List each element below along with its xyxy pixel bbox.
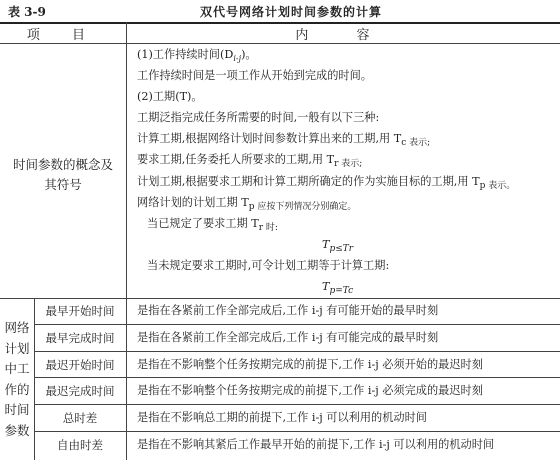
content-line: 工期泛指完成任务所需要的时间,一般有以下三种: (137, 111, 380, 125)
definition-cell: 是指在不影响其紧后工作最早开始的前提下,工作 i-j 可以利用的机动时间 (137, 437, 495, 451)
table-row (34, 378, 560, 405)
table-title: 双代号网络计划时间参数的计算 (200, 5, 383, 19)
content-line: 当已规定了要求工期 $T_{r 时:}$ (147, 216, 278, 233)
concept-label-line-2: 其符号 (44, 177, 82, 192)
content-line: (2)工期(T)。 (137, 90, 203, 104)
header-item: 项 目 (26, 28, 100, 43)
definition-cell: 是指在各紧前工作全部完成后,工作 i-j 有可能开始的最早时刻 (137, 304, 439, 317)
formula-line: $T_{p=Tc}$ (322, 280, 354, 297)
table-caption (0, 0, 560, 22)
term-cell: 最迟开始时间 (45, 357, 115, 372)
definition-cell: 是指在不影响总工期的前提下,工作 i-j 可以利用的机动时间 (137, 411, 427, 425)
definition-cell: 是指在各紧前工作全部完成后,工作 i-j 有可能完成的最早时刻 (137, 330, 439, 344)
term-cell: 自由时差 (57, 437, 103, 452)
term-cell: 最早完成时间 (45, 330, 115, 345)
table-row (34, 325, 560, 352)
term-cell: 最迟完成时间 (45, 384, 115, 399)
content-line: 计算工期,根据网络计划时间参数计算出来的工期,用 $T_{c 表示;}$ (137, 132, 431, 149)
definition-cell: 是指在不影响整个任务按期完成的前提下,工作 i-j 必须开始的最迟时刻 (137, 357, 483, 371)
table-row (34, 432, 560, 459)
param-rows (34, 298, 560, 459)
table-row (34, 352, 560, 379)
concept-label-line-1: 时间参数的概念及 (12, 157, 113, 172)
content-line: 网络计划的计划工期 $T_{p 应按下列情况分别确定。}$ (137, 195, 357, 212)
term-cell: 最早开始时间 (45, 304, 115, 318)
term-cell: 总时差 (62, 411, 98, 426)
group-label: 网络 计划 中工 作的 时间 参数 (4, 320, 30, 438)
content-line: 要求工期,任务委托人所要求的工期,用 $T_{r 表示;}$ (137, 153, 363, 170)
content-line: 计划工期,根据要求工期和计算工期所确定的作为实施目标的工期,用 $T_{p 表示。}$ (137, 174, 516, 191)
table-row (34, 298, 560, 325)
content-line: (1)工作持续时间$(D_{i-j})$。 (137, 48, 257, 64)
formula-line: $T_{p\le Tr}$ (322, 237, 354, 255)
definition-cell: 是指在不影响整个任务按期完成的前提下,工作 i-j 必须完成的最迟时刻 (137, 384, 483, 398)
content-line: 当未规定要求工期时,可令计划工期等于计算工期: (147, 258, 390, 272)
table-number: 表 3-9 (8, 5, 46, 19)
table-row (34, 405, 560, 432)
content-line: 工作持续时间是一项工作从开始到完成的时间。 (137, 69, 372, 83)
header-content: 内 容 (295, 28, 392, 43)
concept-label (0, 155, 126, 195)
concept-content (137, 44, 557, 297)
